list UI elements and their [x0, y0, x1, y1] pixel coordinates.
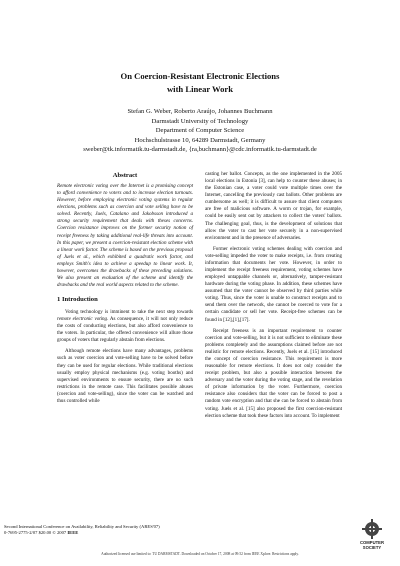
logo-line-2: SOCIETY: [362, 544, 382, 550]
logo-text: [348, 541, 396, 551]
right-column-body: [205, 171, 342, 420]
intro-paragraph-2: Although remote elections have many advantages, problems such as voter coercion and vote-selling have to be solved before they can be used for regular elections. While traditional elections usually employ physical mechanisms (e.g. voting booths) and supervised environments to ensure security, there are no such restrictions in the remote case. This facilitates possible abuses (coercion and vote-selling), since the voter can be watched and thus controlled while: [57, 348, 193, 404]
abstract-heading: Abstract: [112, 172, 138, 179]
affiliation-department: Department of Computer Science: [155, 127, 245, 135]
intro-p1-end: . As consequence, it will not only reduce the costs of conducting elections, but also afford convenience to the voters. In particular, the offered convenience will allure those groups of voters that regularly abstain from elections.: [57, 316, 193, 344]
affiliation-address: Hochschulstrasse 10, 64289 Darmstadt, Germany: [134, 136, 266, 144]
authorized-use-notice: Authorized licensed use limited to: TU DARMSTADT. Downloaded on October 17, 2008 at 09:52 from IEEE Xplore. Restrictions apply.: [101, 552, 299, 556]
right-paragraph-3: Receipt freeness is an important requirement to counter coercion and vote-selling, but it is not sufficient to eliminate these problems completely and the assumptions claimed before are not realistic for remote elections. Recently, Juels et al. [15] introduced the concept of coercion resistance. This requirement is more reasonable for remote elections. It does not only consider the receipt problem, but also a possible interaction between the adversary and the voter during the voting stage, and the revelation of private information by the voter. Furthermore, coercion resistance also considers that the voter can be forced to post a random vote encryption and that she can be forced to abstain from voting. Juels et al. [15] also proposed the first coercion-resistant election scheme that took these factors into account. To implement: [205, 327, 342, 419]
section-heading-introduction: 1 Introduction: [57, 296, 98, 303]
intro-keyword: remote electronic voting: [57, 316, 108, 323]
author-names: Stefan G. Weber, Roberto Araújo, Johannes Buchmann: [127, 108, 273, 115]
footer-isbn-line: [0, 530, 400, 536]
title-line-2: with Linear Work: [166, 83, 234, 94]
right-paragraph-1: casting her ballot. Concepts, as the one implemented in the 2005 local elections in Estonia [3], can help to counter these abuses; in the Estonian case, a voter could vote multiple times over the Internet, cancelling the previously cast ballots. Other problems are cumbersome as well; it is difficult to assure that client computers are free of malicious software. A worm or trojan, for example, could be easily sent out by attackers to collect the voters' ballots. The challenging goal, thus, is the development of solutions that allow the voter to cast her vote securely in a non-supervised environment and in the presence of adversaries.: [205, 171, 342, 241]
title-line-1: On Coercion-Resistant Electronic Elections: [120, 71, 280, 81]
logo-line-1: COMPUTER: [360, 540, 384, 545]
author-block: [0, 107, 400, 155]
left-column-body: [57, 309, 193, 405]
paper-title: [0, 70, 400, 95]
right-paragraph-2: Former electronic voting schemes dealing with coercion and vote-selling impeded the voter to make receipts, i.e. from creating information that documents her vote. However, in order to implement the receipt freeness requirement, voting schemes have employed untappable channels or, alternatively, tamper-resistant hardware during the voting phase. In addition, these schemes have assumed that the voter cannot be observed by third parties while voting. Thus, since the voter is unable to construct receipts and to send them over the network, she cannot be coerced to vote for a certain candidate or sell her vote. Receipt-free schemes can be found in [12],[1],[17].: [205, 245, 342, 323]
affiliation-university: Darmstadt University of Technology: [151, 117, 249, 125]
intro-paragraph-1: [57, 309, 193, 344]
footer: [0, 524, 400, 536]
author-emails: sweber@tk.informatik.tu-darmstadt.de, {ra,buchmann}@cdc.informatik.tu-darmstadt.de: [83, 146, 317, 154]
abstract-text: Remote electronic voting over the Internet is a promising concept to afford convenience to voters and to increase election turnouts. However, before employing electronic voting systems in regular elections, problems such as coercion and vote selling have to be solved. Recently, Juels, Catalano and Jakobsson introduced a strong security requirement that deals with theses concerns. Coercion resistance improves on the former security notion of receipt freeness by taking additional real-life threats into account. In this paper, we present a coercion-resistant election scheme with a linear work factor. The scheme is based on the previous proposal of Juels et al., which exhibited a quadratic work factor, and employs Smith's idea to achieve a speedup to linear work. It, however, overcomes the drawbacks of these preceding solutions. We also present an evaluation of the scheme and identify the drawbacks and the real world aspects related to the scheme.: [57, 183, 193, 289]
intro-p1-start: Voting technology is imminent to take the next step towards: [65, 309, 193, 315]
footer-conference: Second International Conference on Availability, Reliability and Security (ARES'07): [4, 524, 160, 529]
footer-ieee: IEEE: [67, 530, 79, 535]
footer-isbn: 0-7695-2775-2/07 $20.00 © 2007: [4, 530, 68, 535]
